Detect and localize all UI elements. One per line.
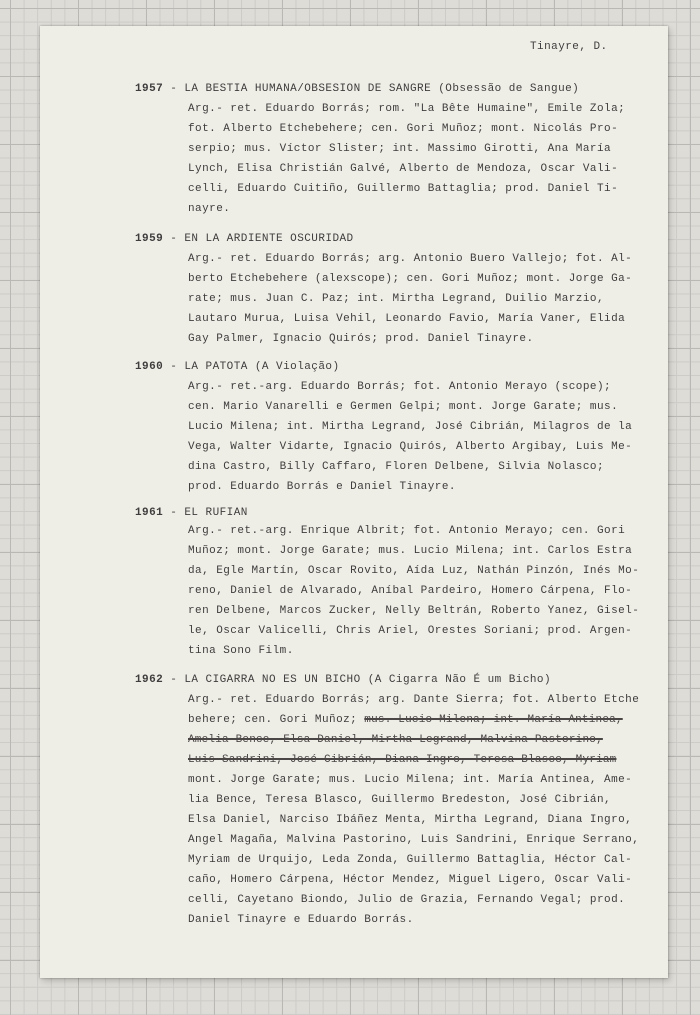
credit-line: celli, Cayetano Biondo, Julio de Grazia, Fernando Vegal; prod. [188, 894, 626, 906]
entry-title: EL RUFIAN [184, 507, 248, 519]
credit-line: reno, Daniel de Alvarado, Aníbal Pardeiro, Homero Cárpena, Flo- [188, 585, 633, 597]
entry-credits [188, 690, 639, 930]
credit-line: mont. Jorge Garate; mus. Lucio Milena; int. María Antinea, Ame- [188, 774, 633, 786]
entry-title: EN LA ARDIENTE OSCURIDAD [184, 233, 354, 245]
credit-line-start: behere; cen. Gori Muñoz; [188, 714, 358, 726]
entry-title: LA PATOTA (A Violação) [184, 361, 340, 373]
entry-title-line: 1962 - LA CIGARRA NO ES UN BICHO (A Cigarra Não É um Bicho) [135, 674, 552, 686]
credit-line: Lynch, Elisa Christián Galvé, Alberto de Mendoza, Oscar Vali- [188, 163, 619, 175]
credit-line: prod. Eduardo Borrás e Daniel Tinayre. [188, 481, 456, 493]
credit-line: Arg.- ret.-arg. Enrique Albrit; fot. Antonio Merayo; cen. Gori [188, 525, 626, 537]
credit-line: celli, Eduardo Cuitiño, Guillermo Battaglia; prod. Daniel Ti- [188, 183, 619, 195]
credit-line: da, Egle Martín, Oscar Rovito, Aída Luz, Nathán Pinzón, Inés Mo- [188, 565, 640, 577]
credit-line: Arg.- ret. Eduardo Borrás; arg. Dante Sierra; fot. Alberto Etche [188, 694, 640, 706]
entry-credits [188, 377, 632, 497]
credit-line: Angel Magaña, Malvina Pastorino, Luis Sandrini, Enrique Serrano, [188, 834, 640, 846]
entry-credits [188, 99, 625, 219]
credit-line: Arg.- ret. Eduardo Borrás; arg. Antonio Buero Vallejo; fot. Al- [188, 253, 633, 265]
entry-title-line: 1959 - EN LA ARDIENTE OSCURIDAD [135, 233, 354, 245]
credit-line: lia Bence, Teresa Blasco, Guillermo Bredeston, José Cibrián, [188, 794, 612, 806]
entry-title: LA BESTIA HUMANA/OBSESION DE SANGRE (Obsessão de Sangue) [184, 83, 580, 95]
credit-line: tina Sono Film. [188, 645, 294, 657]
credit-line: Lautaro Murua, Luisa Vehil, Leonardo Favio, María Vaner, Elida [188, 313, 626, 325]
credit-line: caño, Homero Cárpena, Héctor Mendez, Miguel Ligero, Oscar Vali- [188, 874, 633, 886]
credit-line: nayre. [188, 203, 231, 215]
credit-line: dina Castro, Billy Caffaro, Floren Delbene, Silvia Nolasco; [188, 461, 605, 473]
credit-line: fot. Alberto Etchebehere; cen. Gori Muñoz; mont. Nicolás Pro- [188, 123, 619, 135]
credit-line: Elsa Daniel, Narciso Ibáñez Menta, Mirtha Legrand, Diana Ingro, [188, 814, 633, 826]
credit-line: le, Oscar Valicelli, Chris Ariel, Orestes Soriani; prod. Argen- [188, 625, 633, 637]
credit-line [188, 710, 639, 730]
struck-out-line: Luis Sandrini, José Cibrián, Diana Ingro, Teresa Blasco, Myriam [188, 754, 617, 766]
entry-credits [188, 521, 639, 661]
entry-title: LA CIGARRA NO ES UN BICHO (A Cigarra Não É um Bicho) [184, 674, 552, 686]
entry-title-line: 1961 - EL RUFIAN [135, 507, 248, 519]
struck-out-line: Amelia Bence, Elsa Daniel, Mirtha Legrand, Malvina Pastorino, [188, 734, 603, 746]
credit-line: Vega, Walter Vidarte, Ignacio Quirós, Alberto Argibay, Luis Me- [188, 441, 633, 453]
credit-line: berto Etchebehere (alexscope); cen. Gori Muñoz; mont. Jorge Ga- [188, 273, 633, 285]
credit-line: serpio; mus. Víctor Slister; int. Massimo Girotti, Ana María [188, 143, 612, 155]
credit-line: Muñoz; mont. Jorge Garate; mus. Lucio Milena; int. Carlos Estra [188, 545, 633, 557]
entry-credits [188, 249, 632, 349]
entry-title-line: 1957 - LA BESTIA HUMANA/OBSESION DE SANGRE (Obsessão de Sangue) [135, 83, 580, 95]
entry-year: 1962 [135, 674, 164, 686]
credit-line: rate; mus. Juan C. Paz; int. Mirtha Legrand, Duilio Marzio, [188, 293, 605, 305]
credit-line: Daniel Tinayre e Eduardo Borrás. [188, 914, 414, 926]
page-header-author: Tinayre, D. [530, 41, 608, 53]
entry-year: 1959 [135, 233, 164, 245]
credit-line: cen. Mario Vanarelli e Germen Gelpi; mont. Jorge Garate; mus. [188, 401, 619, 413]
credit-line: Arg.- ret. Eduardo Borrás; rom. "La Bête Humaine", Emile Zola; [188, 103, 626, 115]
entry-year: 1961 [135, 507, 164, 519]
credit-line: Arg.- ret.-arg. Eduardo Borrás; fot. Antonio Merayo (scope); [188, 381, 612, 393]
struck-out-text: mus. Lucio Milena; int. María Antinea, [364, 714, 623, 726]
entry-year: 1957 [135, 83, 164, 95]
credit-line: Myriam de Urquijo, Leda Zonda, Guillermo Battaglia, Héctor Cal- [188, 854, 633, 866]
credit-line: Gay Palmer, Ignacio Quirós; prod. Daniel Tinayre. [188, 333, 534, 345]
credit-line: ren Delbene, Marcos Zucker, Nelly Beltrán, Roberto Yanez, Gisel- [188, 605, 640, 617]
credit-line: Lucio Milena; int. Mirtha Legrand, José Cibrián, Milagros de la [188, 421, 633, 433]
entry-title-line: 1960 - LA PATOTA (A Violação) [135, 361, 340, 373]
entry-year: 1960 [135, 361, 164, 373]
